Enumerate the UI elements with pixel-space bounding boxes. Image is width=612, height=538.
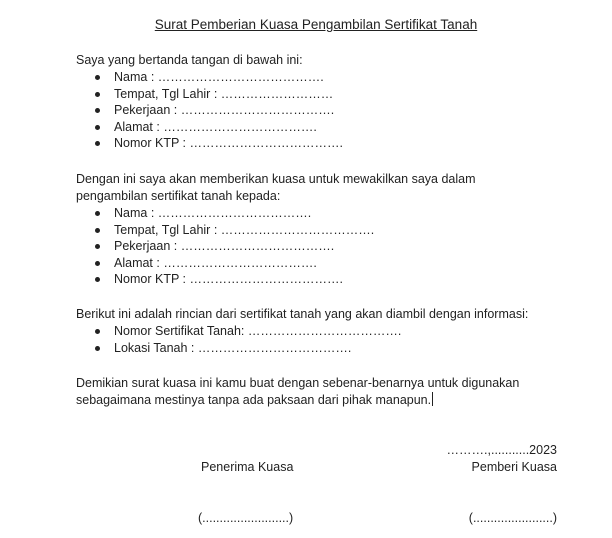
bullet-icon — [95, 261, 100, 266]
bullet-icon — [95, 125, 100, 130]
list-item: Lokasi Tanah : ………………………………. — [76, 340, 401, 357]
list-item: Alamat : ………………………………. — [76, 255, 374, 272]
bullet-icon — [95, 277, 100, 282]
list-item: Nomor Sertifikat Tanah: ………………………………. — [76, 323, 401, 340]
section3-list — [76, 323, 401, 356]
bullet-icon — [95, 92, 100, 97]
bullet-icon — [95, 346, 100, 351]
list-item: Alamat : ………………………………. — [76, 119, 343, 136]
closing-line2: sebagaimana mestinya tanpa ada paksaan dari pihak manapun. — [76, 392, 432, 407]
list-item: Tempat, Tgl Lahir : ……………………… — [76, 86, 343, 103]
section3-intro: Berikut ini adalah rincian dari sertifikat tanah yang akan diambil dengan informasi: — [76, 307, 529, 321]
text-cursor — [432, 392, 433, 406]
bullet-icon — [95, 108, 100, 113]
section2-intro-line2: pengambilan sertifikat tanah kepada: — [76, 188, 281, 203]
bullet-icon — [95, 329, 100, 334]
list-item: Nama : ………………………………. — [76, 205, 374, 222]
section1-list — [76, 69, 343, 152]
closing-line1: Demikian surat kuasa ini kamu buat dengan sebenar-benarnya untuk digunakan — [76, 376, 520, 390]
section1-intro: Saya yang bertanda tangan di bawah ini: — [76, 53, 303, 67]
list-item: Tempat, Tgl Lahir : ………………………………. — [76, 222, 374, 239]
giver-label: Pemberi Kuasa — [471, 460, 557, 474]
signature-date: ……….,...........2023 — [446, 443, 557, 457]
receiver-label: Penerima Kuasa — [201, 460, 294, 474]
receiver-signature-blank: (.........................) — [198, 511, 294, 525]
bullet-icon — [95, 211, 100, 216]
bullet-icon — [95, 141, 100, 146]
document-title: Surat Pemberian Kuasa Pengambilan Sertifikat Tanah — [154, 17, 478, 32]
list-item: Nama : …………………………………. — [76, 69, 343, 86]
closing-paragraph — [76, 375, 566, 408]
bullet-icon — [95, 244, 100, 249]
section2-intro — [76, 171, 566, 204]
section2-list — [76, 205, 374, 288]
list-item: Pekerjaan : ………………………………. — [76, 238, 374, 255]
list-item: Pekerjaan : ………………………………. — [76, 102, 343, 119]
list-item: Nomor KTP : ………………………………. — [76, 135, 343, 152]
section2-intro-line1: Dengan ini saya akan memberikan kuasa untuk mewakilkan saya dalam — [76, 172, 476, 186]
bullet-icon — [95, 75, 100, 80]
closing-line2-row[interactable] — [76, 392, 566, 409]
giver-signature-blank: (.......................) — [468, 511, 557, 525]
list-item: Nomor KTP : ………………………………. — [76, 271, 374, 288]
bullet-icon — [95, 228, 100, 233]
